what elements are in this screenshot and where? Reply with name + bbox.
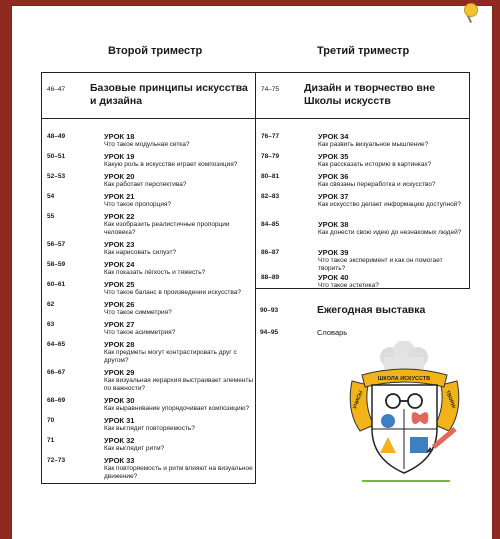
lesson-label: УРОК 20 bbox=[104, 172, 135, 181]
crest-left-text: УЧИСЬ! bbox=[352, 389, 365, 410]
push-pin-icon bbox=[464, 3, 478, 17]
lesson-label: УРОК 22 bbox=[104, 212, 135, 221]
lesson-label: УРОК 35 bbox=[318, 152, 349, 161]
lesson-label: УРОК 26 bbox=[104, 300, 135, 309]
page-range: 50–51 bbox=[47, 153, 66, 160]
lesson-question: Что такое пропорция? bbox=[104, 201, 172, 208]
contents-page bbox=[12, 6, 492, 539]
school-crest-icon bbox=[342, 341, 467, 491]
lesson-question: Какую роль в искусстве играет композиция? bbox=[104, 161, 238, 168]
lesson-label: УРОК 40 bbox=[318, 273, 349, 282]
page-range: 48–49 bbox=[47, 133, 66, 140]
page-range: 68–69 bbox=[47, 397, 66, 404]
page-range: 94–95 bbox=[260, 329, 279, 336]
toc-column-second-trimester bbox=[41, 72, 256, 484]
page-range: 58–59 bbox=[47, 261, 66, 268]
lesson-label: УРОК 25 bbox=[104, 280, 135, 289]
page-range: 64–65 bbox=[47, 341, 66, 348]
section-header bbox=[42, 73, 255, 119]
lesson-label: УРОК 30 bbox=[104, 396, 135, 405]
page-range: 60–61 bbox=[47, 281, 66, 288]
lesson-label: УРОК 29 bbox=[104, 368, 135, 377]
lesson-question: Как предметы могут контрастировать друг с другом? bbox=[104, 349, 237, 364]
page-range: 52–53 bbox=[47, 173, 66, 180]
section-title: Базовые принципы искусства и дизайна bbox=[90, 82, 248, 107]
page-range: 88–89 bbox=[261, 274, 280, 281]
lesson-question: Что такое асимметрия? bbox=[104, 329, 176, 336]
page-range: 54 bbox=[47, 193, 55, 200]
lesson-label: УРОК 27 bbox=[104, 320, 135, 329]
lesson-label: УРОК 19 bbox=[104, 152, 135, 161]
lesson-question: Как показать лёгкость и тяжесть? bbox=[104, 269, 206, 276]
lesson-question: Как искусство делает информацию доступной? bbox=[318, 201, 461, 208]
lesson-question: Что такое модульная сетка? bbox=[104, 141, 190, 148]
lesson-question: Как донести свою идею до незнакомых людей? bbox=[318, 229, 462, 236]
lesson-question: Как изобразить реалистичные пропорции человека? bbox=[104, 221, 230, 236]
lesson-question: Как работает перспектива? bbox=[104, 181, 187, 188]
lesson-label: УРОК 24 bbox=[104, 260, 135, 269]
toc-column-third-trimester bbox=[255, 72, 470, 289]
lesson-question: Как рассказать историю в картинках? bbox=[318, 161, 432, 168]
page-range: 71 bbox=[47, 437, 55, 444]
lesson-question: Как повторяемость и ритм влияют на визуальное движение? bbox=[104, 465, 253, 480]
lesson-question: Что такое симметрия? bbox=[104, 309, 172, 316]
lesson-label: УРОК 37 bbox=[318, 192, 349, 201]
lesson-label: УРОК 36 bbox=[318, 172, 349, 181]
lesson-label: УРОК 32 bbox=[104, 436, 135, 445]
lesson-label: УРОК 28 bbox=[104, 340, 135, 349]
crest-right-text: ТВОРИ! bbox=[444, 389, 457, 410]
page-range: 90–93 bbox=[260, 307, 279, 314]
heading-third-trimester: Третий триместр bbox=[317, 45, 410, 57]
lesson-question: Что такое эстетика? bbox=[318, 282, 379, 289]
page-range: 70 bbox=[47, 417, 55, 424]
lesson-question: Как визуальная иерархия выстраивает элементы по важности? bbox=[104, 377, 254, 392]
lesson-label: УРОК 39 bbox=[318, 248, 349, 257]
section-title: Словарь bbox=[317, 328, 348, 337]
lesson-question: Как выглядит повторяемость? bbox=[104, 425, 195, 432]
circle-shape-icon bbox=[381, 414, 395, 428]
lesson-question: Как выглядит ритм? bbox=[104, 445, 165, 452]
lesson-question: Как связаны переработка и искусство? bbox=[318, 181, 436, 188]
heading-second-trimester: Второй триместр bbox=[108, 45, 203, 57]
section-header bbox=[256, 73, 469, 119]
section-title: Дизайн и творчество вне Школы искусств bbox=[304, 82, 436, 107]
page-range: 78–79 bbox=[261, 153, 280, 160]
square-shape-icon bbox=[410, 437, 428, 453]
page-range: 82–83 bbox=[261, 193, 280, 200]
lesson-label: УРОК 31 bbox=[104, 416, 135, 425]
lesson-question: Что такое эксперимент и как он помогает творить? bbox=[318, 257, 443, 272]
lesson-label: УРОК 34 bbox=[318, 132, 349, 141]
lesson-label: УРОК 33 bbox=[104, 456, 135, 465]
page-range: 72–73 bbox=[47, 457, 66, 464]
section-pages: 74–75 bbox=[261, 86, 280, 93]
section-title: Ежегодная выставка bbox=[317, 304, 426, 316]
page-range: 55 bbox=[47, 213, 55, 220]
page-range: 66–67 bbox=[47, 369, 66, 376]
page-range: 80–81 bbox=[261, 173, 280, 180]
lesson-question: Как развить визуальное мышление? bbox=[318, 141, 429, 148]
chef-hat-icon bbox=[380, 341, 428, 369]
lesson-question: Как нарисовать силуэт? bbox=[104, 249, 177, 256]
lesson-label: УРОК 18 bbox=[104, 132, 135, 141]
page-range: 56–57 bbox=[47, 241, 66, 248]
section-pages: 46–47 bbox=[47, 86, 66, 93]
page-range: 76–77 bbox=[261, 133, 280, 140]
lesson-label: УРОК 38 bbox=[318, 220, 349, 229]
lesson-question: Как выравнивание упорядочивает композицию? bbox=[104, 405, 250, 412]
page-range: 62 bbox=[47, 301, 55, 308]
lesson-label: УРОК 21 bbox=[104, 192, 135, 201]
lesson-question: Что такое баланс в произведении искусства? bbox=[104, 289, 241, 296]
page-range: 86–87 bbox=[261, 249, 280, 256]
crest-banner-text: ШКОЛА ИСКУССТВ bbox=[377, 376, 431, 382]
page-range: 63 bbox=[47, 321, 55, 328]
lesson-label: УРОК 23 bbox=[104, 240, 135, 249]
page-range: 84–85 bbox=[261, 221, 280, 228]
